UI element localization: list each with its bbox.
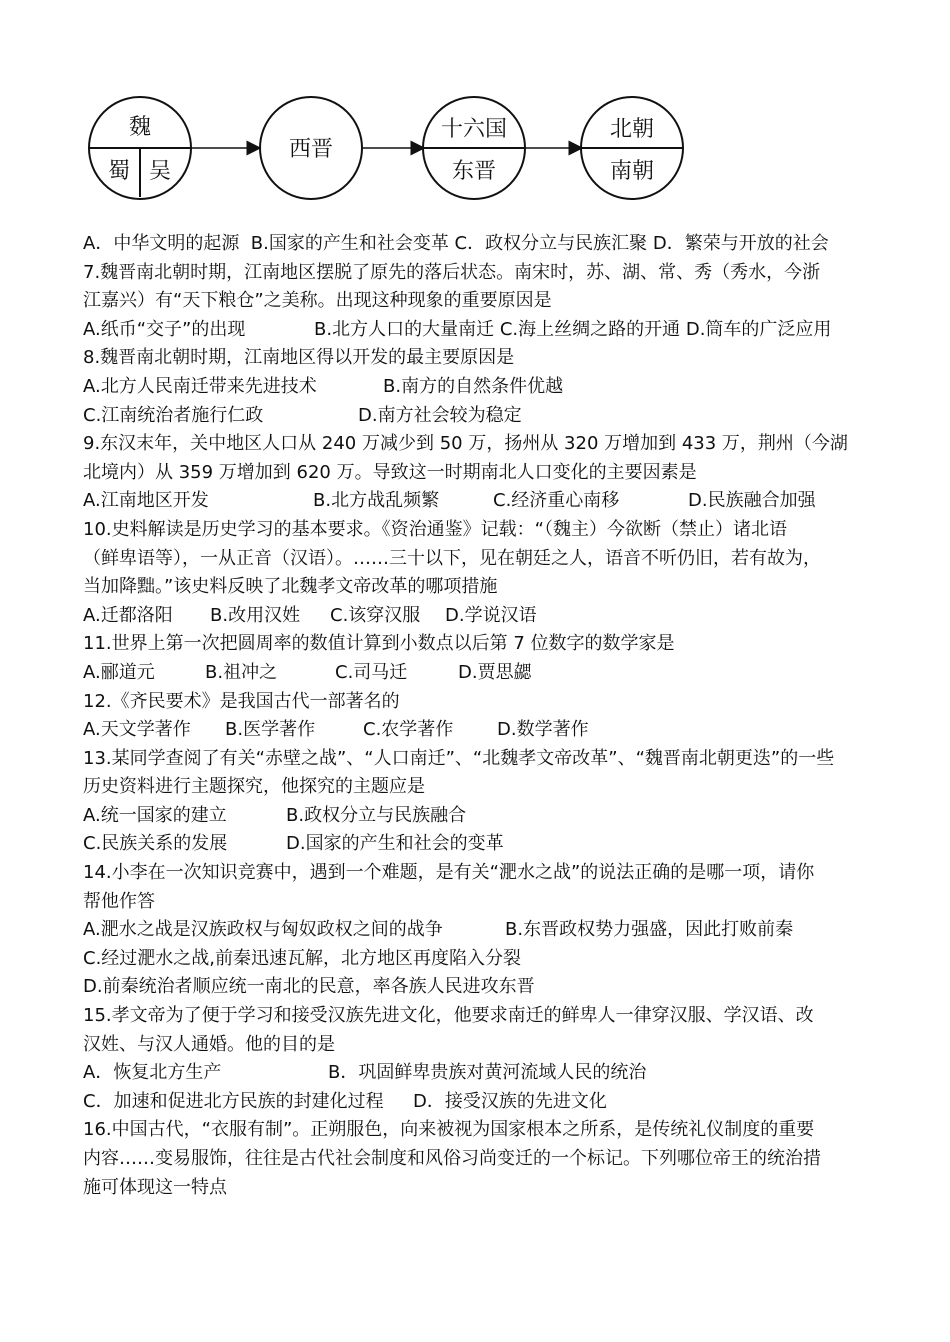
q12-stem: 12.《齐民要术》是我国古代一部著名的	[83, 690, 400, 712]
q12-option-d[interactable]: D.数学著作	[497, 719, 589, 741]
q13-option-c[interactable]: C.民族关系的发展	[83, 833, 228, 855]
q8-option-b[interactable]: B.南方的自然条件优越	[383, 375, 564, 397]
q10-option-d[interactable]: D.学说汉语	[445, 604, 537, 626]
q16-stem-1: 16.中国古代，“衣服有制”。正朔服色，向来被视为国家根本之所系，是传统礼仪制度的重要	[83, 1119, 815, 1141]
q15-stem-1: 15.孝文帝为了便于学习和接受汉族先进文化，他要求南迁的鲜卑人一律穿汉服、学汉语、改	[83, 1005, 814, 1027]
q14-option-d[interactable]: D.前秦统治者顺应统一南北的民意，率各族人民进攻东晋	[83, 976, 535, 998]
q12-option-b[interactable]: B.医学著作	[225, 719, 316, 741]
q12-option-a[interactable]: A.天文学著作	[83, 719, 191, 741]
circle-sixteen-kingdoms-eastern-jin	[423, 97, 525, 199]
q8-options-row-2	[83, 402, 883, 431]
q16-stem-3: 施可体现这一特点	[83, 1176, 227, 1198]
q13-option-a[interactable]: A.统一国家的建立	[83, 804, 227, 826]
q8-stem: 8.魏晋南北朝时期，江南地区得以开发的最主要原因是	[83, 347, 515, 369]
label-sixteen-kingdoms: 十六国	[440, 117, 508, 142]
label-wei: 魏	[128, 115, 152, 140]
q15-option-c[interactable]: C．加速和促进北方民族的封建化过程	[83, 1090, 384, 1112]
q9-stem-2: 北境内）从 359 万增加到 620 万。导致这一时期南北人口变化的主要因素是	[83, 461, 697, 483]
circle-northern-southern-dynasties	[581, 97, 683, 199]
q7-stem-2: 江嘉兴）有“天下粮仓”之美称。出现这种现象的重要原因是	[83, 290, 552, 312]
circle-western-jin	[260, 97, 362, 199]
label-wu: 吴	[148, 159, 172, 184]
q9-option-d[interactable]: D.民族融合加强	[688, 490, 816, 512]
q9-option-a[interactable]: A.江南地区开发	[83, 490, 209, 512]
q10-options	[83, 602, 883, 631]
q14-options-row-1	[83, 916, 883, 945]
label-shu: 蜀	[107, 159, 131, 184]
q8-option-c[interactable]: C.江南统治者施行仁政	[83, 404, 264, 426]
q13-option-d[interactable]: D.国家的产生和社会的变革	[286, 833, 504, 855]
label-western-jin: 西晋	[288, 137, 334, 162]
question-list	[83, 230, 883, 1202]
q15-option-a[interactable]: A．恢复北方生产	[83, 1062, 222, 1084]
q10-stem-1: 10.史料解读是历史学习的基本要求。《资治通鉴》记载：“（魏主）今欲断（禁止）诸北语	[83, 518, 787, 540]
q13-options-row-2	[83, 830, 883, 859]
q9-options	[83, 487, 883, 516]
q13-stem-2: 历史资料进行主题探究，他探究的主题应是	[83, 776, 425, 798]
q7-options: A.纸币“交子”的出现 B.北方人口的大量南迁 C.海上丝绸之路的开通 D.筒车的广泛应用	[83, 318, 832, 340]
q11-option-d[interactable]: D.贾思勰	[458, 661, 532, 683]
q13-stem-1: 13.某同学查阅了有关“赤壁之战”、“人口南迁”、“北魏孝文帝改革”、“魏晋南北朝更迭”的一些	[83, 747, 835, 769]
q8-option-d[interactable]: D.南方社会较为稳定	[358, 404, 522, 426]
q9-option-b[interactable]: B.北方战乱频繁	[313, 490, 440, 512]
label-northern-dynasties: 北朝	[609, 117, 655, 142]
q11-option-b[interactable]: B.祖冲之	[205, 661, 278, 683]
q15-option-b[interactable]: B．巩固鲜卑贵族对黄河流域人民的统治	[328, 1062, 647, 1084]
q13-options-row-1	[83, 802, 883, 831]
q12-option-c[interactable]: C.农学著作	[363, 719, 454, 741]
q10-stem-2: （鲜卑语等），一从正音（汉语）。……三十以下，见在朝廷之人，语音不听仍旧，若有故为，	[83, 547, 821, 569]
q11-stem: 11.世界上第一次把圆周率的数值计算到小数点以后第 7 位数字的数学家是	[83, 633, 675, 655]
q11-option-c[interactable]: C.司马迁	[335, 661, 408, 683]
q14-option-a[interactable]: A.淝水之战是汉族政权与匈奴政权之间的战争	[83, 919, 443, 941]
q15-options-row-1	[83, 1059, 883, 1088]
q10-option-c[interactable]: C.该穿汉服	[330, 604, 421, 626]
q15-options-row-2	[83, 1088, 883, 1117]
dynasty-succession-diagram	[0, 0, 950, 225]
q10-option-b[interactable]: B.改用汉姓	[210, 604, 301, 626]
q16-stem-2: 内容……变易服饰，往往是古代社会制度和风俗习尚变迁的一个标记。下列哪位帝王的统治措	[83, 1148, 821, 1169]
label-southern-dynasties: 南朝	[609, 159, 655, 184]
q11-option-a[interactable]: A.郦道元	[83, 661, 155, 683]
q13-option-b[interactable]: B.政权分立与民族融合	[286, 804, 467, 826]
q12-options	[83, 716, 883, 745]
q14-stem-1: 14.小李在一次知识竞赛中，遇到一个难题，是有关“淝水之战”的说法正确的是哪一项，请你	[83, 862, 815, 884]
q15-stem-2: 汉姓、与汉人通婚。他的目的是	[83, 1033, 335, 1055]
q11-options	[83, 659, 883, 688]
q10-option-a[interactable]: A.迁都洛阳	[83, 604, 173, 626]
q9-option-c[interactable]: C.经济重心南移	[493, 490, 620, 512]
q9-stem-1: 9.东汉末年，关中地区人口从 240 万减少到 50 万，扬州从 320 万增加到 433 万，荆州（今湖	[83, 433, 848, 455]
q14-stem-2: 帮他作答	[83, 890, 155, 912]
q6-options: A．中华文明的起源 B.国家的产生和社会变革 C．政权分立与民族汇聚 D．繁荣与开放的社会	[83, 233, 829, 254]
q7-stem-1: 7.魏晋南北朝时期，江南地区摆脱了原先的落后状态。南宋时，苏、湖、常、秀（秀水，今浙	[83, 261, 821, 283]
q8-options-row-1	[83, 373, 883, 402]
circle-three-kingdoms	[89, 97, 191, 199]
q14-option-c[interactable]: C.经过淝水之战,前秦迅速瓦解，北方地区再度陷入分裂	[83, 947, 522, 969]
q15-option-d[interactable]: D．接受汉族的先进文化	[413, 1090, 607, 1112]
q10-stem-3: 当加降黜。”该史料反映了北魏孝文帝改革的哪项措施	[83, 576, 498, 598]
label-eastern-jin: 东晋	[451, 159, 497, 184]
q8-option-a[interactable]: A.北方人民南迁带来先进技术	[83, 375, 317, 397]
q14-option-b[interactable]: B.东晋政权势力强盛，因此打败前秦	[505, 919, 794, 941]
